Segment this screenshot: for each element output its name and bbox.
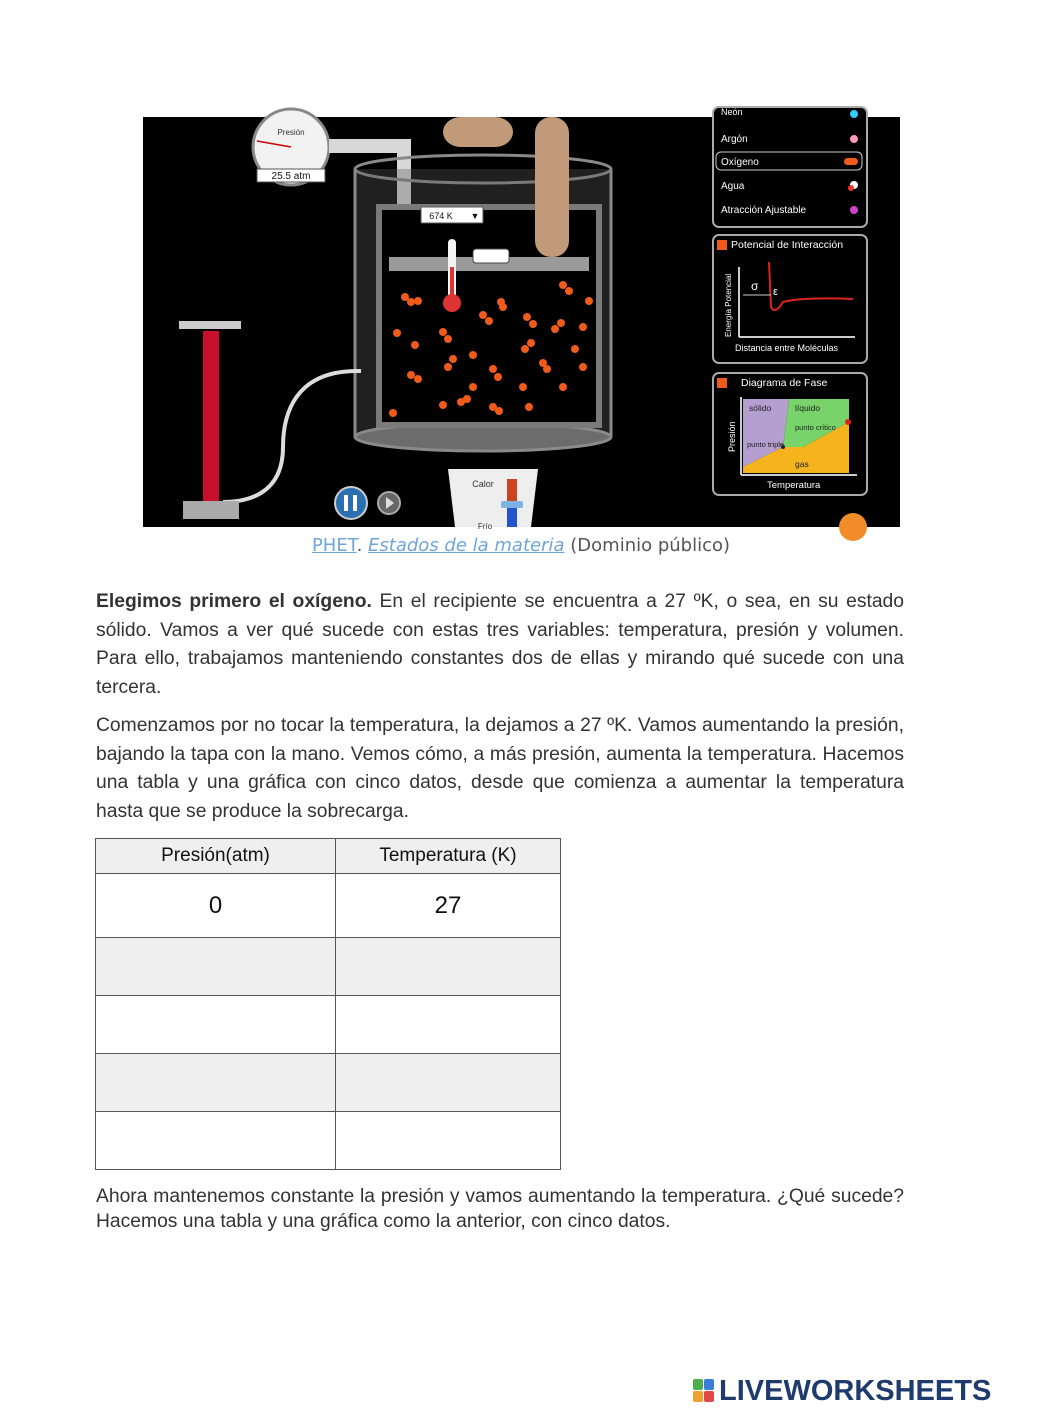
- table-header-temperature: Temperatura (K): [336, 839, 561, 874]
- table-cell[interactable]: [96, 938, 336, 996]
- interaction-title: Potencial de Interacción: [731, 239, 844, 251]
- gas-label: gas: [795, 459, 809, 469]
- pause-button[interactable]: [335, 487, 367, 519]
- table-row: [96, 996, 561, 1054]
- table-row: [96, 1054, 561, 1112]
- table-cell[interactable]: [336, 1054, 561, 1112]
- table-row: [96, 1112, 561, 1170]
- image-caption: [0, 535, 1042, 556]
- paragraph-2: Comenzamos por no tocar la temperatura, la dejamos a 27 ºK. Vamos aumentando la presión, bajando la tapa con la mano. Vemos cómo, a más presión, aumenta la temperatura. Hacemos una tabla y una gráfica con cinco datos, desde que comienza a aumentar la temperatura hasta que se produce la sobrecarga.: [96, 715, 904, 822]
- interaction-ylabel: Energía Potencial: [724, 273, 733, 337]
- critical-label: punto crítico: [795, 423, 836, 432]
- substance-argon[interactable]: Argón: [721, 134, 748, 145]
- table-cell[interactable]: [336, 1112, 561, 1170]
- phet-link[interactable]: PHET: [311, 535, 357, 556]
- cold-label: Frío: [477, 522, 493, 531]
- logo-mark-icon: [693, 1379, 715, 1403]
- temperature-readout: 674 K: [429, 211, 453, 221]
- interaction-collapse-icon[interactable]: [717, 240, 727, 250]
- hand-finger: [535, 117, 569, 257]
- triple-label: punto triple: [747, 440, 785, 449]
- logo-text: LIVEWORKSHEETS: [719, 1374, 992, 1407]
- epsilon-label: ε: [773, 286, 778, 298]
- table-cell[interactable]: [336, 938, 561, 996]
- paragraph-1: [96, 588, 904, 702]
- table-header-pressure: Presión(atm): [96, 839, 336, 874]
- pump-body[interactable]: [203, 331, 219, 501]
- simulation-link[interactable]: Estados de la materia: [368, 535, 565, 556]
- heat-control: [448, 469, 538, 527]
- table-row: [96, 874, 561, 938]
- simulation-drawing: [143, 107, 900, 531]
- paragraph-3: Ahora mantenemos constante la presión y vamos aumentando la temperatura. ¿Qué sucede? Hacemos una tabla y una gráfica como la anterior, con cinco datos.: [96, 1186, 904, 1232]
- pressure-gauge-label: Presión: [277, 128, 305, 137]
- table-row: [96, 938, 561, 996]
- substance-adjustable[interactable]: Atracción Ajustable: [721, 205, 807, 216]
- lid-handle[interactable]: [473, 249, 509, 263]
- phase-collapse-icon[interactable]: [717, 378, 727, 388]
- data-table: [95, 838, 561, 1170]
- pump-handle[interactable]: [179, 321, 241, 329]
- substance-oxygen[interactable]: Oxígeno: [721, 157, 759, 168]
- caption-separator: .: [356, 535, 363, 556]
- table-cell[interactable]: [336, 996, 561, 1054]
- solid-label: sólido: [749, 403, 772, 413]
- hand-knuckle: [443, 117, 513, 147]
- phase-ylabel: Presión: [727, 421, 737, 452]
- liquid-label: líquido: [795, 403, 821, 413]
- critical-point: [845, 419, 851, 425]
- substance-water[interactable]: Agua: [721, 181, 745, 192]
- sigma-label: σ: [751, 279, 759, 293]
- paragraph-1-bold: Elegimos primero el oxígeno.: [96, 591, 372, 612]
- thermometer-bulb: [443, 294, 461, 312]
- table-cell[interactable]: [96, 996, 336, 1054]
- heat-slider-handle[interactable]: [501, 501, 523, 508]
- table-cell[interactable]: [96, 1112, 336, 1170]
- temperature-dropdown-icon[interactable]: ▼: [470, 211, 480, 221]
- table-cell[interactable]: 0: [96, 874, 336, 938]
- pressure-readout: 25.5 atm: [271, 171, 311, 182]
- phet-simulation-image: [143, 107, 900, 531]
- table-cell[interactable]: [96, 1054, 336, 1112]
- substance-neon[interactable]: Neón: [721, 107, 743, 117]
- heat-label: Calor: [472, 479, 494, 489]
- pump-base: [183, 501, 239, 519]
- liveworksheets-logo: [693, 1374, 991, 1408]
- table-cell[interactable]: 27: [336, 874, 561, 938]
- interaction-xlabel: Distancia entre Moléculas: [735, 343, 839, 353]
- paragraph-1-text: En el recipiente se encuentra a 27 ºK, o sea, en su estado sólido. Vamos a ver qué sucede con estas tres variables: temperatura, presión y volumen. Para ello, trabajamos manteniendo constantes dos de ellas y mirando qué sucede con una tercera.: [96, 591, 904, 698]
- phase-title: Diagrama de Fase: [741, 377, 828, 389]
- phase-xlabel: Temperatura: [767, 480, 821, 491]
- hose: [223, 371, 361, 502]
- caption-license: (Dominio público): [570, 535, 731, 556]
